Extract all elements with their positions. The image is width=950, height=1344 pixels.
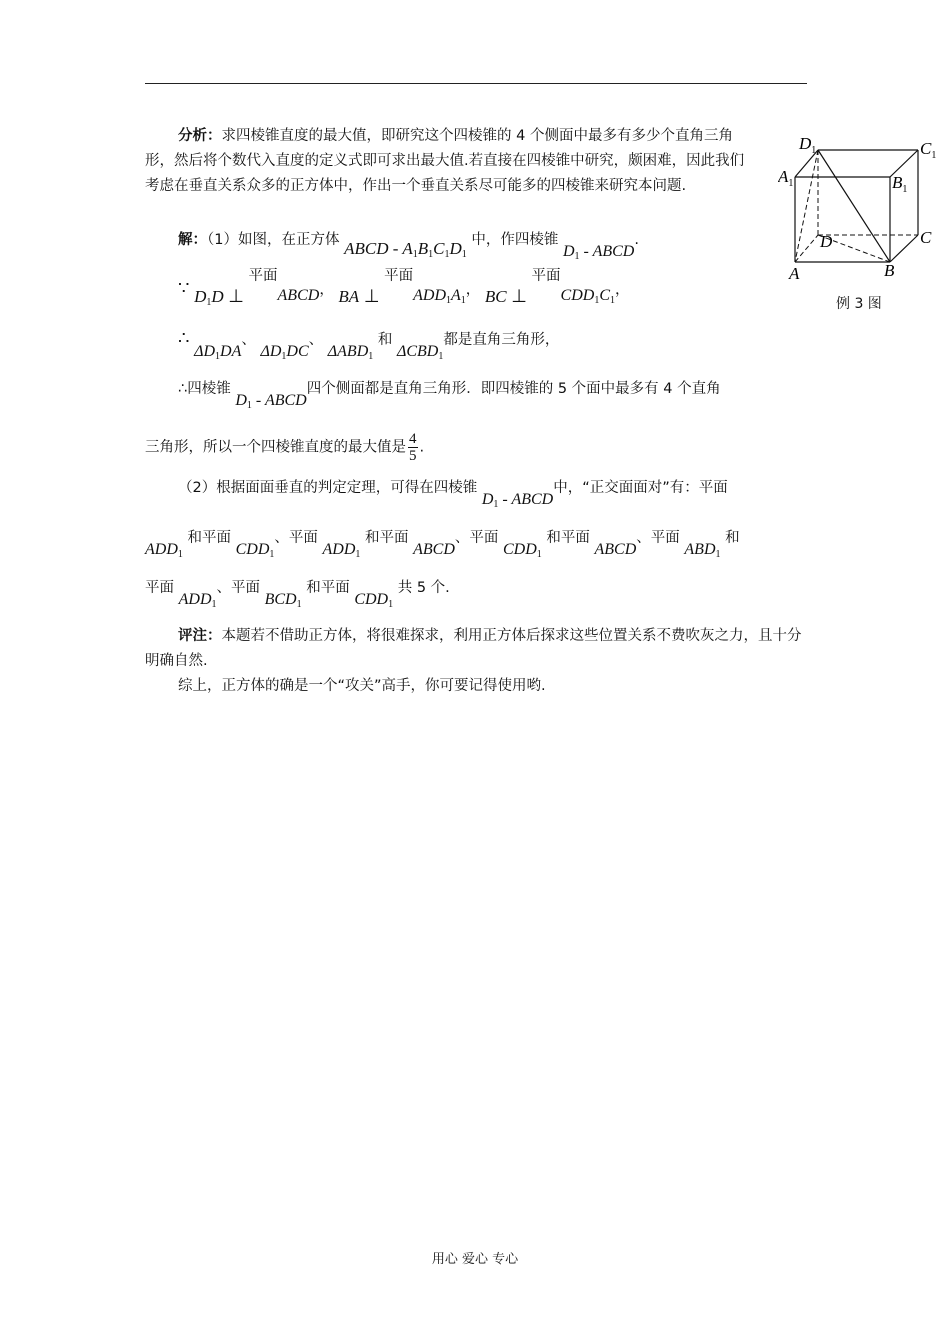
comment-label: 评注： xyxy=(178,628,222,644)
header-rule xyxy=(145,83,807,84)
part2-line: （2）根据面面垂直的判定定理，可得在四棱锥 $D_1$ - ABCD中，“正交面面对”有：平面 xyxy=(178,480,728,510)
fraction: $\frac{4}{5}$ xyxy=(409,431,417,464)
solution-label: 解： xyxy=(178,232,207,248)
pyramid-name-1: $D_1$ - ABCD xyxy=(562,243,635,262)
solution-line-1: 解：（1）如图，在正方体 ABCD - $A_1B_1C_1D_1$ 中，作四棱锥 $D_1$ - ABCD. xyxy=(178,232,639,262)
label-A1: $A_1$ xyxy=(778,167,794,189)
label-D1: $D_1$ xyxy=(799,134,817,156)
therefore-line: ∴ $\Delta D_1DA$、 $\Delta D_1DC$、 $\Delta ABD_1$ 和 $\Delta CBD_1$都是直角三角形， xyxy=(178,328,560,362)
analysis-label: 分析： xyxy=(178,128,222,144)
plane-pairs-line-1: $ADD_1$ 和平面 $CDD_1$、平面 $ADD_1$ 和平面 ABCD、平面 $CDD_1$ 和平面 ABCD、平面 $ABD_1$ 和 xyxy=(145,530,740,560)
label-D: D xyxy=(820,232,833,251)
because-line: ∵ $D_1D$ ⊥ 平面ABCD， BA ⊥ 平面$ADD_1A_1$， BC ⊥ 平面$CDD_1C_1$， xyxy=(178,268,630,308)
summary-text: 综上，正方体的确是一个“攻关”高手，你可要记得使用哟. xyxy=(178,678,546,694)
label-C: C xyxy=(920,228,932,247)
pyramid-faces-line: ∴四棱锥 $D_1$ - ABCD四个侧面都是直角三角形．即四棱锥的 5 个面中最多有 4 个直角 xyxy=(178,381,721,411)
figure-caption: 例 3 图 xyxy=(836,296,882,312)
max-value-line: 三角形，所以一个四棱锥直度的最大值是 $\frac{4}{5}$ . xyxy=(145,431,425,464)
solution-part1: （1）如图，在正方体 xyxy=(207,232,340,248)
plane-pairs-line-2: 平面 $ADD_1$、平面 $BCD_1$ 和平面 $CDD_1$ 共 5 个. xyxy=(145,580,450,610)
because-symbol: ∵ xyxy=(178,278,190,298)
comment-paragraph xyxy=(145,624,807,674)
label-B: B xyxy=(884,261,895,280)
cube-figure xyxy=(778,132,943,287)
label-C1: $C_1$ xyxy=(920,139,937,161)
analysis-paragraph xyxy=(145,124,745,199)
summary-paragraph xyxy=(145,674,807,699)
cube-name: ABCD - $A_1B_1C_1D_1$ xyxy=(344,239,467,260)
label-B1: $B_1$ xyxy=(892,173,908,195)
label-A: A xyxy=(789,264,800,283)
analysis-text: 求四棱锥直度的最大值，即研究这个四棱锥的 4 个侧面中最多有多少个直角三角形，然后将个数代入直度的定义式即可求出最大值.若直接在四棱锥中研究，颇困难，因此我们考虑在垂直关系众多的正方体中，作出一个垂直关系尽可能多的四棱锥来研究本问题. xyxy=(145,128,745,194)
solution-mid1: 中，作四棱锥 xyxy=(471,232,559,248)
therefore-symbol: ∴ xyxy=(178,328,190,348)
comment-text: 本题若不借助正方体，将很难探求，利用正方体后探求这些位置关系不费吹灰之力，且十分明确自然. xyxy=(145,628,802,669)
page-footer: 用心 爱心 专心 xyxy=(431,1252,519,1267)
